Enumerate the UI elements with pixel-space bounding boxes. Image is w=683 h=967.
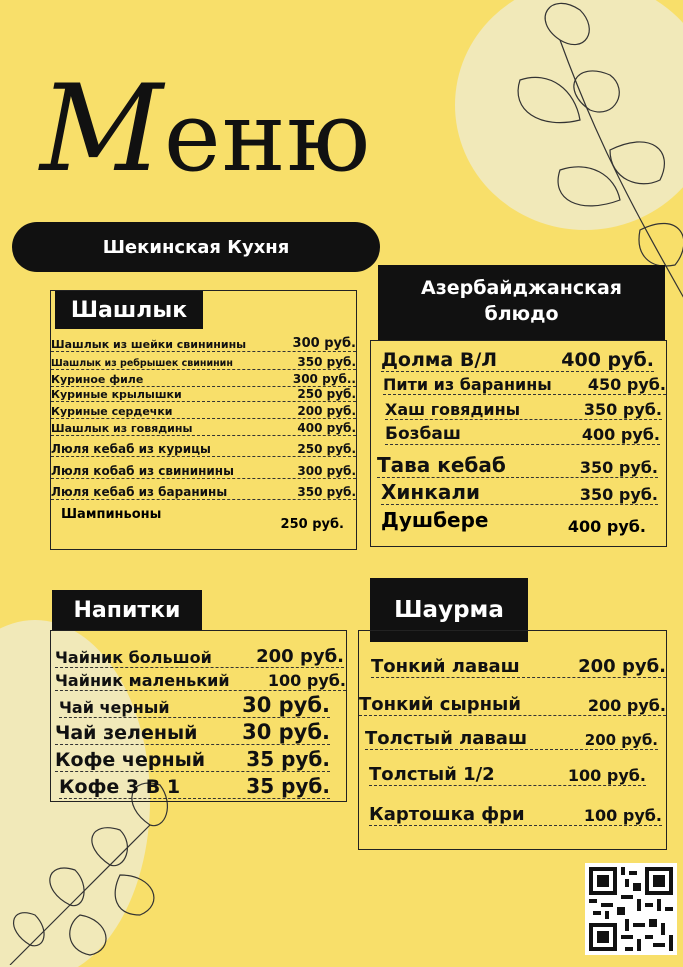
item-price: 200 руб. xyxy=(584,731,658,749)
menu-row xyxy=(51,370,356,387)
item-name: Чай черный xyxy=(59,698,170,717)
menu-row xyxy=(381,508,489,532)
menu-row xyxy=(369,797,662,826)
item-name: Шампиньоны xyxy=(61,507,162,522)
menu-row xyxy=(359,687,666,716)
menu-row xyxy=(51,335,356,352)
drinks-title: Напитки xyxy=(73,597,181,623)
item-price: 200 руб. xyxy=(587,696,666,715)
menu-row xyxy=(55,641,344,668)
item-name: Толстый лаваш xyxy=(365,728,528,749)
shashlik-title: Шашлык xyxy=(70,297,188,323)
menu-row xyxy=(385,395,662,420)
item-price: 350 руб. xyxy=(579,485,658,504)
item-price: 300 руб. xyxy=(292,336,356,351)
item-name: Тава кебаб xyxy=(377,453,506,477)
item-name: Куриное филе xyxy=(51,373,144,386)
item-name: Чай зеленый xyxy=(55,722,198,744)
item-name: Тонкий лаваш xyxy=(371,656,520,677)
restaurant-name-banner xyxy=(12,222,380,272)
item-name: Чайник большой xyxy=(55,648,212,667)
menu-row xyxy=(51,419,356,436)
item-price: 200 руб. xyxy=(578,656,666,677)
page-title xyxy=(40,60,371,199)
restaurant-name: Шекинская Кухня xyxy=(102,236,290,258)
item-price: 200 руб. xyxy=(297,404,356,418)
item-price: 100 руб. xyxy=(267,671,346,690)
menu-row xyxy=(51,479,356,500)
menu-row xyxy=(55,718,330,745)
item-name: Люля кебаб из баранины xyxy=(51,485,228,499)
item-name: Чайник маленький xyxy=(55,671,230,690)
item-price: 350 руб. xyxy=(583,400,662,419)
item-price: 35 руб. xyxy=(246,747,330,771)
item-price: 200 руб. xyxy=(256,646,344,667)
menu-row xyxy=(55,745,330,772)
item-name: Тонкий сырный xyxy=(359,694,521,715)
shawarma-title: Шаурма xyxy=(394,597,504,623)
item-price: 350 руб. xyxy=(579,458,658,477)
item-name: Картошка фри xyxy=(369,804,525,825)
drinks-box xyxy=(50,630,347,802)
azerbaijan-header xyxy=(378,265,665,340)
qr-code-icon xyxy=(585,863,677,955)
item-name: Толстый 1/2 xyxy=(369,764,495,785)
item-price: 300 руб. xyxy=(297,464,356,478)
azerbaijan-title-line1: Азербайджанская xyxy=(420,277,622,299)
item-price: 350 руб. xyxy=(297,355,356,369)
title-rest: еню xyxy=(163,81,372,193)
menu-row-price xyxy=(568,517,646,536)
item-price: 250 руб. xyxy=(280,517,344,532)
item-price: 400 руб. xyxy=(297,421,356,435)
menu-row xyxy=(61,507,161,522)
item-name: Куриные сердечки xyxy=(51,405,173,418)
item-name: Душбере xyxy=(381,508,489,532)
menu-row xyxy=(51,436,356,457)
item-name: Кофе 3 В 1 xyxy=(59,776,181,798)
item-price: 30 руб. xyxy=(242,693,330,717)
menu-row xyxy=(377,449,658,478)
menu-row xyxy=(371,649,666,678)
item-price: 300 руб.. xyxy=(292,372,356,386)
item-price: 250 руб. xyxy=(297,387,356,401)
qr-code-graphic xyxy=(585,863,677,955)
azerbaijan-box xyxy=(370,340,667,547)
menu-row xyxy=(59,772,330,799)
item-name: Куриные крылышки xyxy=(51,388,182,401)
shawarma-box xyxy=(358,630,667,850)
item-name: Бозбаш xyxy=(385,424,461,444)
menu-row xyxy=(51,457,356,479)
item-name: Люля кобаб из свининины xyxy=(51,464,234,478)
menu-row xyxy=(383,372,666,395)
item-name: Шашлык из ребрышек свининин xyxy=(51,358,233,369)
menu-row xyxy=(381,478,658,505)
menu-row xyxy=(55,668,346,691)
shashlik-box xyxy=(50,290,357,550)
item-name: Хинкали xyxy=(381,480,480,504)
item-price: 100 руб. xyxy=(567,766,646,785)
azerbaijan-title-line2: блюдо xyxy=(484,303,559,325)
item-price: 30 руб. xyxy=(242,720,330,744)
item-name: Хаш говядины xyxy=(385,400,521,419)
menu-row-price xyxy=(281,517,344,532)
title-initial: М xyxy=(40,60,164,199)
shashlik-header xyxy=(55,291,203,329)
menu-row xyxy=(385,420,660,445)
menu-row xyxy=(369,757,646,786)
menu-row xyxy=(51,386,356,402)
item-price: 250 руб. xyxy=(297,442,356,456)
item-name: Шашлык из говядины xyxy=(51,422,193,435)
item-price: 350 руб. xyxy=(297,485,356,499)
item-name: Кофе черный xyxy=(55,749,206,771)
item-name: Пити из баранины xyxy=(383,375,552,394)
item-price: 35 руб. xyxy=(246,774,330,798)
drinks-header xyxy=(52,590,202,630)
menu-row xyxy=(51,402,356,419)
item-name: Шашлык из шейки свининины xyxy=(51,338,247,351)
menu-row xyxy=(51,353,356,370)
item-name: Люля кебаб из курицы xyxy=(51,442,211,456)
item-price: 400 руб. xyxy=(581,425,660,444)
item-price: 400 руб. xyxy=(561,349,654,371)
menu-row xyxy=(365,721,658,750)
item-price: 400 руб. xyxy=(567,517,646,536)
menu-row xyxy=(59,691,330,718)
item-price: 450 руб. xyxy=(587,375,666,394)
menu-row xyxy=(381,345,654,372)
item-price: 100 руб. xyxy=(583,806,662,825)
item-name: Долма В/Л xyxy=(381,349,498,371)
